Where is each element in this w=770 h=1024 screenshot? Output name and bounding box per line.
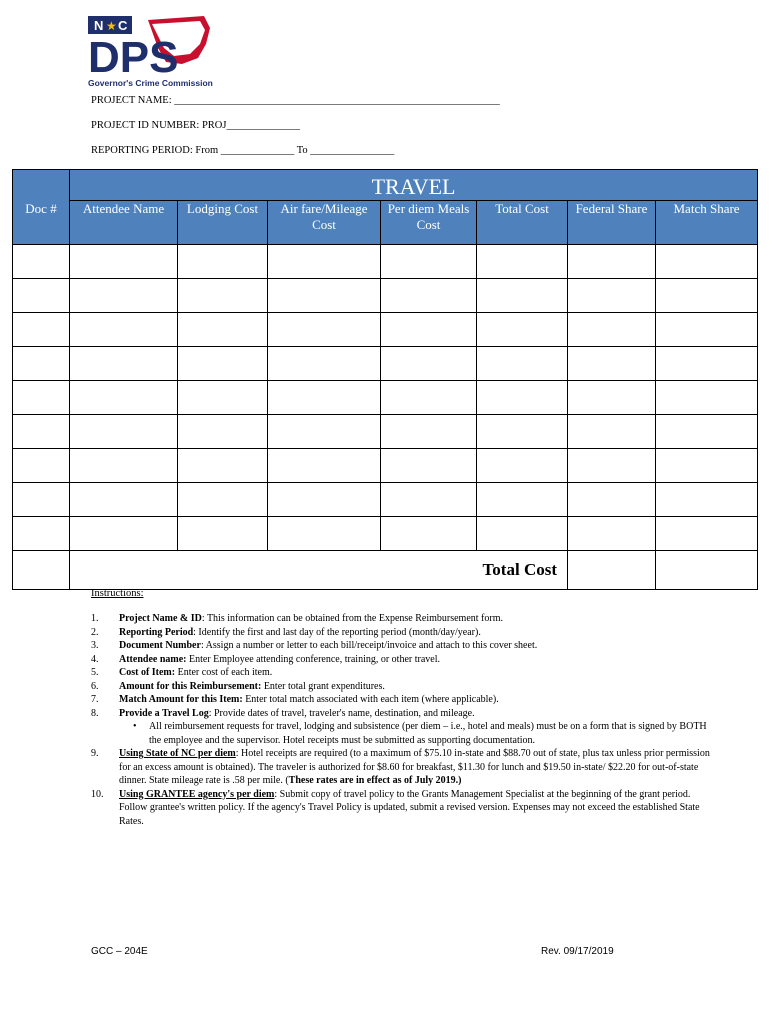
table-cell[interactable] (178, 415, 268, 449)
svg-text:★: ★ (106, 19, 117, 33)
header-per-diem-meals-cost: Per diem Meals Cost (381, 201, 477, 245)
travel-table (12, 169, 758, 590)
table-cell[interactable] (656, 381, 758, 415)
table-row (13, 449, 758, 483)
list-item: 8. Provide a Travel Log: Provide dates of travel, traveler's name, destination, and mileage. • All reimbursement requests for travel, lodging and subsistence (per diem – i.e., hotel and meals) must be on a form that is signed by BOTH the employee and the supervisor. Hotel receipts must be submitted as supporting documentation. (119, 707, 719, 748)
table-cell[interactable] (477, 347, 568, 381)
table-cell[interactable] (178, 313, 268, 347)
table-row (13, 483, 758, 517)
table-cell[interactable] (656, 449, 758, 483)
table-cell[interactable] (656, 483, 758, 517)
table-cell[interactable] (656, 313, 758, 347)
list-item: 3. Document Number: Assign a number or letter to each bill/receipt/invoice and attach to this cover sheet. (91, 640, 538, 651)
table-cell[interactable] (70, 517, 178, 551)
table-cell[interactable] (268, 347, 381, 381)
table-cell[interactable] (568, 415, 656, 449)
table-cell[interactable] (381, 347, 477, 381)
table-cell[interactable] (268, 245, 381, 279)
table-cell[interactable] (568, 279, 656, 313)
table-cell[interactable] (13, 415, 70, 449)
table-cell[interactable] (381, 279, 477, 313)
table-cell[interactable] (268, 313, 381, 347)
header-attendee-name: Attendee Name (70, 201, 178, 245)
table-cell[interactable] (656, 415, 758, 449)
table-cell[interactable] (268, 449, 381, 483)
form-id: GCC – 204E (91, 946, 148, 957)
table-cell[interactable] (268, 517, 381, 551)
table-cell[interactable] (477, 517, 568, 551)
table-cell[interactable] (13, 381, 70, 415)
table-cell[interactable] (381, 517, 477, 551)
table-cell[interactable] (268, 415, 381, 449)
table-cell[interactable] (381, 245, 477, 279)
table-cell[interactable] (568, 347, 656, 381)
table-cell[interactable] (268, 483, 381, 517)
list-item: 7. Match Amount for this Item: Enter total match associated with each item (where applicable). (91, 694, 499, 705)
table-cell[interactable] (477, 415, 568, 449)
total-federal-share-cell[interactable] (568, 551, 656, 590)
project-id-field[interactable]: PROJECT ID NUMBER: PROJ______________ (91, 120, 300, 131)
table-cell (13, 551, 70, 590)
table-cell[interactable] (477, 245, 568, 279)
table-cell[interactable] (13, 279, 70, 313)
reporting-period-field[interactable]: REPORTING PERIOD: From ______________ To ________________ (91, 145, 395, 156)
table-cell[interactable] (178, 483, 268, 517)
table-cell[interactable] (381, 381, 477, 415)
table-cell[interactable] (178, 245, 268, 279)
table-cell[interactable] (13, 313, 70, 347)
list-item: 5. Cost of Item: Enter cost of each item. (91, 667, 273, 678)
list-item: 6. Amount for this Reimbursement: Enter total grant expenditures. (91, 680, 385, 692)
instructions-title: Instructions: (91, 588, 144, 599)
table-cell[interactable] (568, 313, 656, 347)
table-cell[interactable] (70, 449, 178, 483)
table-cell[interactable] (656, 517, 758, 551)
table-cell[interactable] (70, 245, 178, 279)
table-cell[interactable] (381, 313, 477, 347)
table-cell[interactable] (13, 449, 70, 483)
table-row (13, 415, 758, 449)
table-cell[interactable] (381, 483, 477, 517)
table-cell[interactable] (568, 517, 656, 551)
table-cell[interactable] (13, 347, 70, 381)
table-cell[interactable] (568, 449, 656, 483)
table-row (13, 279, 758, 313)
table-cell[interactable] (477, 449, 568, 483)
list-item: 10. Using GRANTEE agency's per diem: Submit copy of travel policy to the Grants Management Specialist at the beginning of the grant period. Follow grantee's written policy. If the agency's Travel Policy is updated, submit a revised version. Expenses may not exceed the established State Rates. (91, 788, 700, 827)
table-row (13, 245, 758, 279)
table-row (13, 381, 758, 415)
table-cell[interactable] (70, 279, 178, 313)
header-doc-number: Doc # (13, 201, 70, 245)
table-cell[interactable] (13, 517, 70, 551)
logo-dps-text: DPS (88, 33, 179, 82)
bullet-item: • All reimbursement requests for travel, lodging and subsistence (per diem – i.e., hotel and meals) must be on a form that is signed by BOTH the employee and the supervisor. Hotel receipts must be submitted as supporting documentation. (133, 721, 707, 746)
table-cell[interactable] (70, 415, 178, 449)
table-title: TRAVEL (70, 170, 758, 201)
total-cost-label: Total Cost (70, 551, 568, 590)
table-cell[interactable] (13, 483, 70, 517)
table-cell[interactable] (70, 381, 178, 415)
table-cell[interactable] (568, 483, 656, 517)
revision-date: Rev. 09/17/2019 (541, 946, 614, 957)
table-cell[interactable] (656, 245, 758, 279)
table-cell[interactable] (477, 381, 568, 415)
header-total-cost: Total Cost (477, 201, 568, 245)
table-row (13, 313, 758, 347)
header-airfare-mileage-cost: Air fare/Mileage Cost (268, 201, 381, 245)
table-cell[interactable] (656, 347, 758, 381)
table-cell[interactable] (13, 245, 70, 279)
table-row (13, 517, 758, 551)
header-match-share: Match Share (656, 201, 758, 245)
total-match-share-cell[interactable] (656, 551, 758, 590)
list-item: 4. Attendee name: Enter Employee attending conference, training, or other travel. (91, 653, 440, 665)
table-cell[interactable] (381, 449, 477, 483)
table-cell[interactable] (381, 415, 477, 449)
instructions-list (91, 612, 719, 828)
logo-subtitle: Governor's Crime Commission (88, 78, 213, 88)
table-cell[interactable] (178, 347, 268, 381)
list-item: 1. Project Name & ID: This information can be obtained from the Expense Reimbursement form. (91, 613, 503, 624)
table-cell[interactable] (477, 279, 568, 313)
dps-logo (86, 14, 216, 92)
table-cell[interactable] (70, 483, 178, 517)
table-cell[interactable] (178, 449, 268, 483)
table-cell[interactable] (656, 279, 758, 313)
table-row (13, 347, 758, 381)
svg-text:N: N (94, 18, 104, 33)
table-cell[interactable] (178, 517, 268, 551)
total-row (13, 551, 758, 590)
table-cell[interactable] (268, 381, 381, 415)
table-cell[interactable] (70, 347, 178, 381)
table-cell[interactable] (178, 279, 268, 313)
table-cell[interactable] (568, 245, 656, 279)
project-name-field[interactable]: PROJECT NAME: ______________________________________________________________ (91, 95, 500, 106)
table-cell[interactable] (268, 279, 381, 313)
list-item: 9. Using State of NC per diem: Hotel receipts are required (to a maximum of $75.10 in-state and $88.70 out of state, plus tax unless prior permission for an excess amount is obtained). The traveler is authorized for $8.60 for breakfast, $11.30 for lunch and $19.50 in-state/ $22.20 for out-of-state dinner. State mileage rate is .58 per mile. (These rates are in effect as of July 2019.) (91, 748, 710, 786)
header-lodging-cost: Lodging Cost (178, 201, 268, 245)
table-cell[interactable] (477, 483, 568, 517)
table-cell[interactable] (568, 381, 656, 415)
table-cell[interactable] (178, 381, 268, 415)
header-federal-share: Federal Share (568, 201, 656, 245)
table-cell[interactable] (70, 313, 178, 347)
bullet-icon: • (133, 721, 137, 732)
list-item: 2. Reporting Period: Identify the first and last day of the reporting period (month/day/year). (91, 626, 481, 638)
table-cell[interactable] (477, 313, 568, 347)
svg-text:C: C (118, 18, 128, 33)
